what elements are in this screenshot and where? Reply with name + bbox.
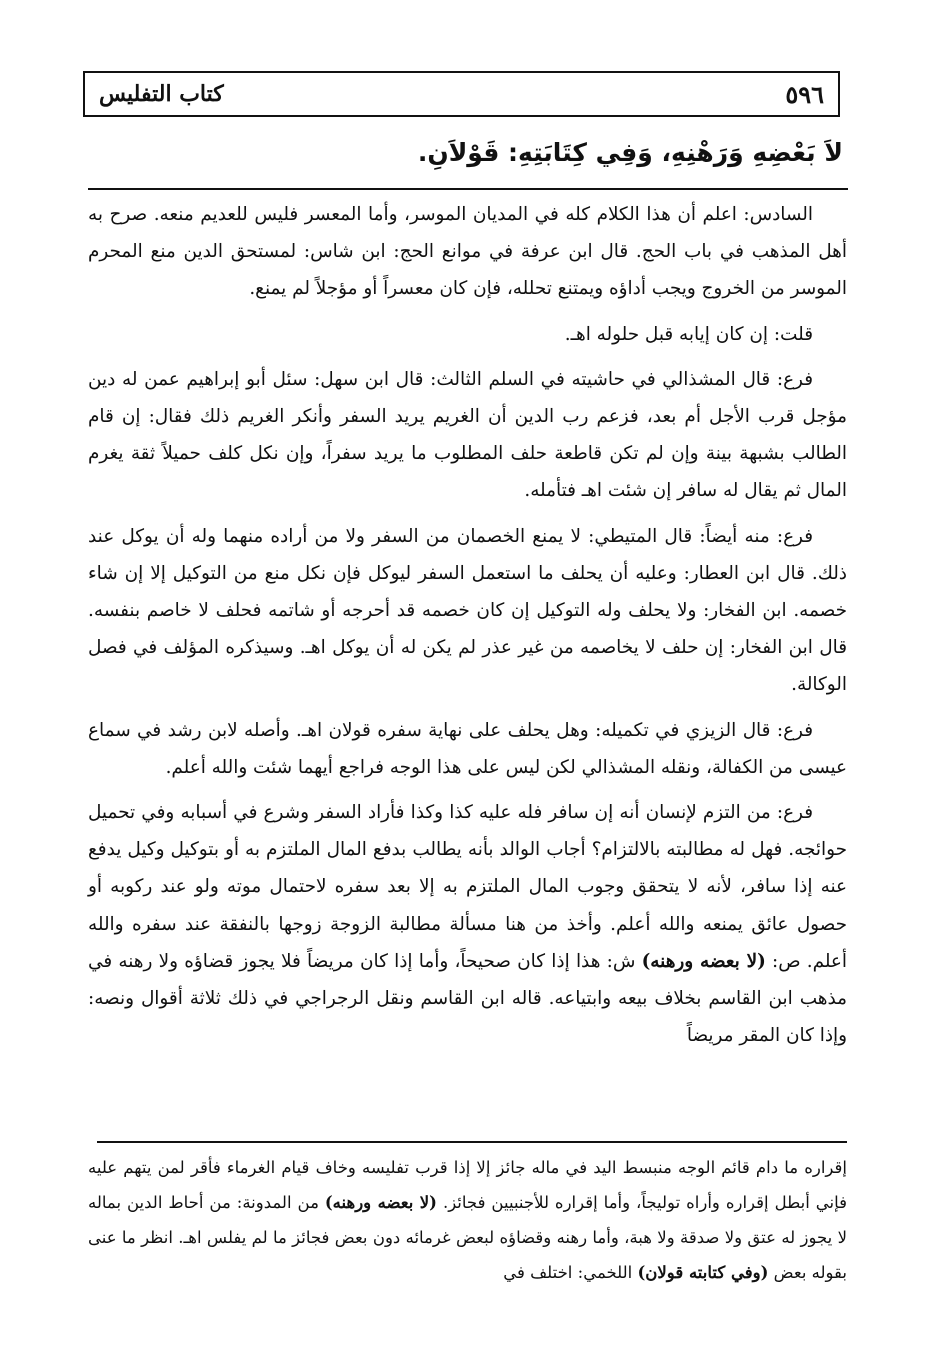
page-number: ٥٩٦ — [785, 79, 824, 109]
paragraph-sixth: السادس: اعلم أن هذا الكلام كله في المديان الموسر، وأما المعسر فليس للعديم منعه. صرح به أهل المذهب في باب الحج. قال ابن عرفة في موانع الحج: ابن شاس: لمستحق الدين منع المحرم الموسر من الخروج ويجب أداؤه ويمتنع تحلله، فإن كان معسراً أو مؤجلاً لم يمنع. — [88, 204, 847, 300]
paragraph-far-mashdhali: فرع: قال المشذالي في حاشيته في السلم الثالث: قال ابن سهل: سئل أبو إبراهيم عمن له دين مؤجل قرب الأجل أم بعد، فزعم رب الدين أن الغريم يريد السفر وأنكر الغريم ذلك فقال: إن قام الطالب بشبهة بينة وإن لم تكن قاطعة حلف المطلوب ما يريد سفراً، وإن نكل كلف حميلاً ثقة يغرم المال ثم يقال له سافر إن شئت اهـ فتأمله. — [88, 368, 847, 502]
quoted-matn: (لا بعضه ورهنه) — [324, 1193, 437, 1212]
footnote-divider — [97, 1141, 847, 1143]
footnote-text — [88, 1150, 847, 1290]
footnote-segment: اللخمي: اختلف في — [503, 1263, 638, 1282]
paragraph-far-iltizam — [88, 794, 847, 1054]
footnote-segment: من المدونة: من أحاط الدين بماله لا يجوز له عتق ولا صدقة ولا هبة، وأما رهنه وقضاؤه لبعض غرمائه دون بعض فجائز ما لم يفلس اهـ. انظر ما عنى بقوله بعض — [88, 1193, 847, 1282]
footnote-segment: إقراره ما دام قائم الوجه منبسط اليد في ماله جائز إلا إذا قرب تفليسه وخاف قيام الغرماء فأقر لمن يتهم عليه فإني أبطل إقراره وأراه توليجاً، وأما إقراره للأجنبيين فجائز. — [88, 1158, 848, 1212]
paragraph-text: فرع: من التزم لإنسان أنه إن سافر فله عليه كذا وكذا فأراد السفر وشرع في أسبابه وفي تحميل حوائجه. فهل له مطالبته بالالتزام؟ أجاب الوالد بأنه يطالب بدفع المال الملتزم به أو بتوكيل وكيل يدفع عنه إذا سافر، لأنه لا يتحقق وجوب المال الملتزم به إلا بعد سفره لاحتمال موته ولو عند ركوبه أو حصول عائق يمنعه والله أعلم. وأخذ من هنا مسألة مطالبة الزوجة زوجها بالنفقة عند سفره والله أعلم. ص: — [88, 802, 847, 972]
commentary-body — [88, 196, 847, 1054]
paragraph-text: ش: هذا إذا كان صحيحاً، وأما إذا كان مريضاً فلا يجوز قضاؤه ولا رهنه في مذهب ابن القاسم بخلاف بيعه وابتياعه. قاله ابن القاسم ونقل الرجراجي في ذلك ثلاثة أقوال ونصه: وإذا كان المقر مريضاً — [88, 950, 847, 1047]
matn-divider — [88, 188, 848, 190]
footnote-block — [88, 1150, 847, 1290]
paragraph-far-zizi: فرع: قال الزيزي في تكميله: وهل يحلف على نهاية سفره قولان اهـ. وأصله لابن رشد في سماع عيسى من الكفالة، ونقله المشذالي لكن ليس على هذا الوجه فراجع أيهما شئت والله أعلم. — [88, 719, 847, 778]
page-header — [83, 71, 840, 117]
paragraph-qultu: قلت: إن كان إيابه قبل حلوله اهـ. — [564, 323, 813, 345]
paragraph-far-mutaiti: فرع: منه أيضاً: قال المتيطي: لا يمنع الخصمان من السفر ولا من أراده منهما وله أن يوكل عند ذلك. قال ابن العطار: وعليه أن يحلف ما استعمل السفر ليوكل فإن نكل منع من التوكيل إلا إن شاء خصمه. ابن الفخار: ولا يحلف وله التوكيل إن كان خصمه قد أحرجه أو شاتمه فحلف لا خاصم بنفسه. قال ابن الفخار: إن حلف لا يخاصمه من غير عذر لم يكن له أن يوكل اهـ. وسيذكره المؤلف في فصل الوكالة. — [88, 525, 847, 696]
quoted-matn: (لا بعضه ورهنه) — [641, 950, 766, 972]
matn-text: لاَ بَعْضِهِ وَرَهْنِهِ، وَفِي كِتَابَتِهِ: قَوْلاَنِ. — [417, 138, 843, 167]
quoted-matn: (وفي كتابته قولان) — [637, 1263, 769, 1282]
book-title: كتاب التفليس — [99, 81, 224, 107]
